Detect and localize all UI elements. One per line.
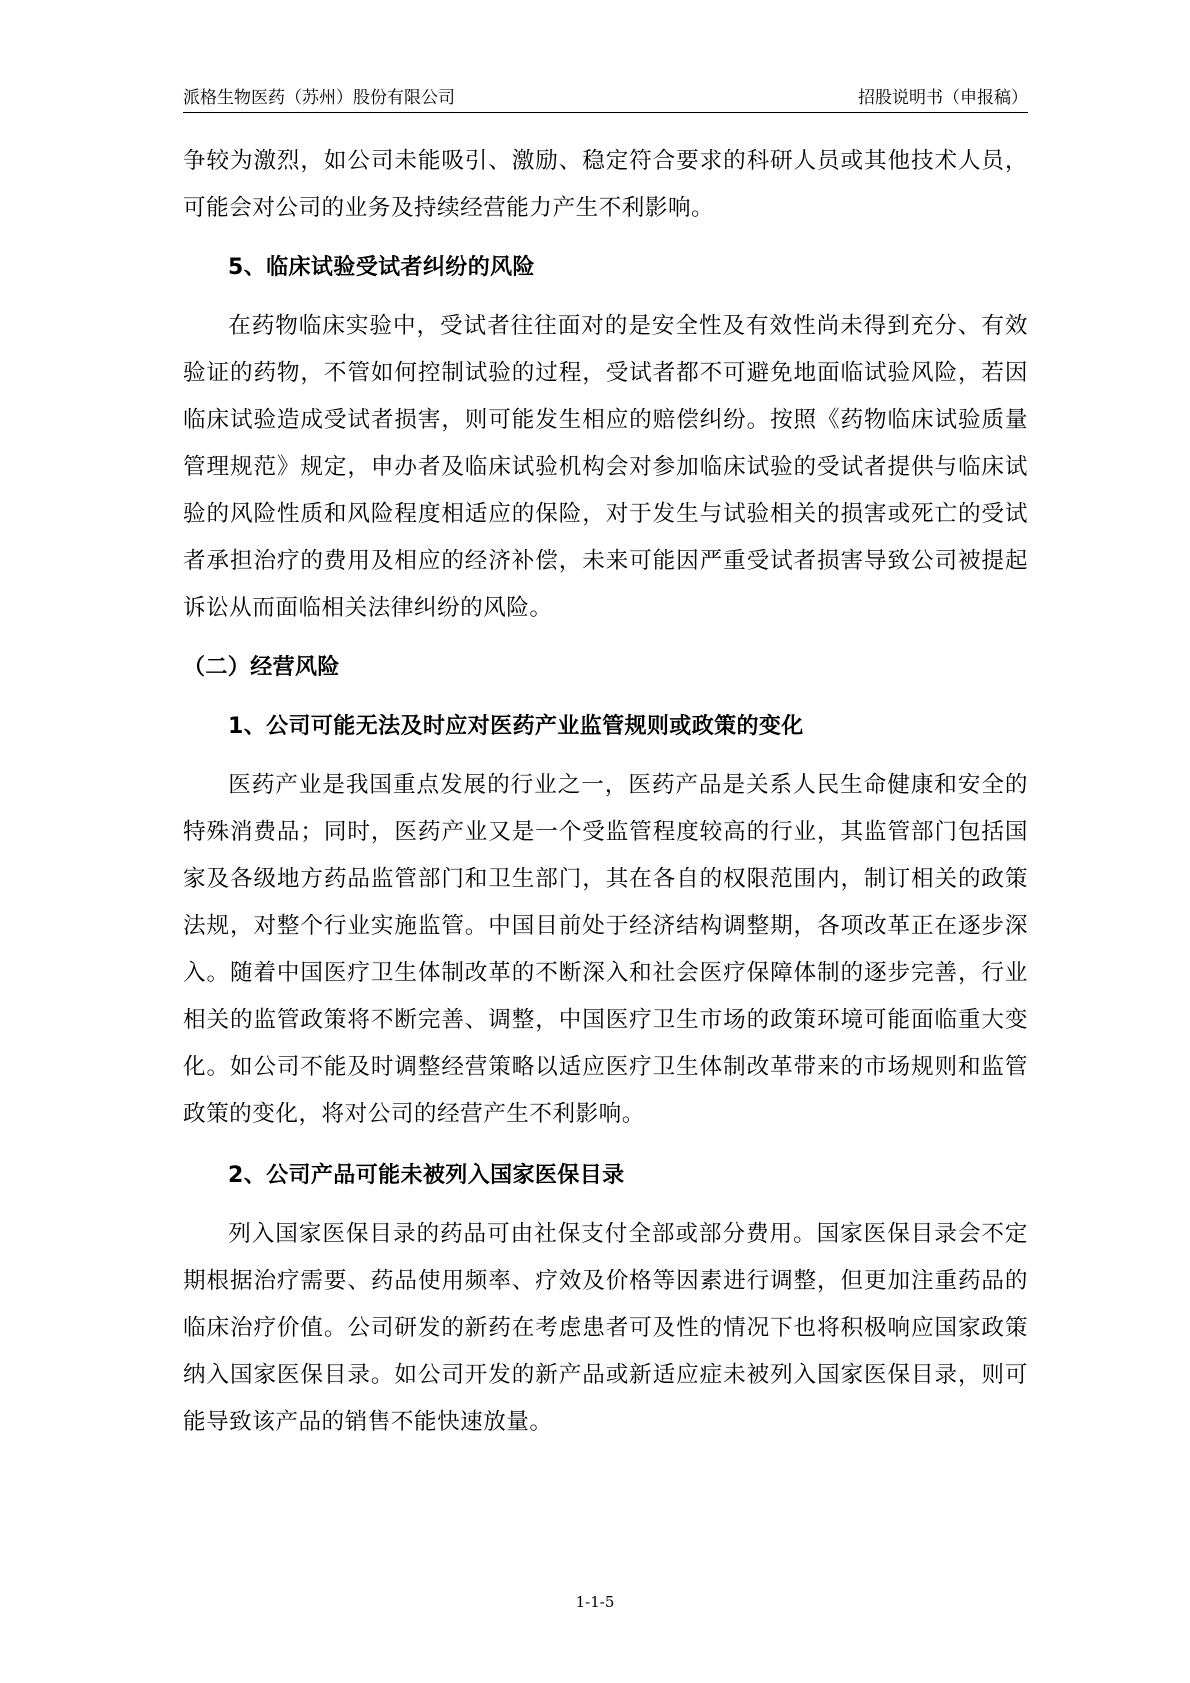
- paragraph-medical-insurance-list-risk: 列入国家医保目录的药品可由社保支付全部或部分费用。国家医保目录会不定期根据治疗需要、药品使用频率、疗效及价格等因素进行调整，但更加注重药品的临床治疗价值。公司研发的新药在考虑患者可及性的情况下也将积极响应国家政策纳入国家医保目录。如公司开发的新产品或新适应症未被列入国家医保目录，则可能导致该产品的销售不能快速放量。: [183, 1221, 1028, 1435]
- paragraph-regulatory-change-risk: 医药产业是我国重点发展的行业之一，医药产品是关系人民生命健康和安全的特殊消费品；同时，医药产业又是一个受监管程度较高的行业，其监管部门包括国家及各级地方药品监管部门和卫生部门，其在各自的权限范围内，制订相关的政策法规，对整个行业实施监管。中国目前处于经济结构调整期，各项改革正在逐步深入。随着中国医疗卫生体制改革的不断深入和社会医疗保障体制的逐步完善，行业相关的监管政策将不断完善、调整，中国医疗卫生市场的政策环境可能面临重大变化。如公司不能及时调整经营策略以适应医疗卫生体制改革带来的市场规则和监管政策的变化，将对公司的经营产生不利影响。: [183, 772, 1028, 1127]
- paragraph-continued: 争较为激烈，如公司未能吸引、激励、稳定符合要求的科研人员或其他技术人员，可能会对公司的业务及持续经营能力产生不利影响。: [183, 148, 1028, 221]
- heading-regulatory-change-risk: 1、公司可能无法及时应对医药产业监管规则或政策的变化: [228, 714, 804, 739]
- paragraph-clinical-trial-dispute-risk: 在药物临床实验中，受试者往往面对的是安全性及有效性尚未得到充分、有效验证的药物，不管如何控制试验的过程，受试者都不可避免地面临试验风险，若因临床试验造成受试者损害，则可能发生相应的赔偿纠纷。按照《药物临床试验质量管理规范》规定，申办者及临床试验机构会对参加临床试验的受试者提供与临床试验的风险性质和风险程度相适应的保险，对于发生与试验相关的损害或死亡的受试者承担治疗的费用及相应的经济补偿，未来可能因严重受试者损害导致公司被提起诉讼从而面临相关法律纠纷的风险。: [183, 313, 1028, 621]
- document-body: [183, 138, 1028, 1446]
- section-heading-operating-risk: （二）经营风险: [183, 655, 340, 680]
- header-company-name: 派格生物医药（苏州）股份有限公司: [183, 88, 455, 108]
- heading-clinical-trial-dispute-risk: 5、临床试验受试者纠纷的风险: [228, 255, 535, 280]
- page-number: 1-1-5: [575, 1593, 615, 1611]
- header-document-title: 招股说明书（申报稿）: [858, 88, 1028, 108]
- page-header: [183, 84, 1028, 113]
- heading-medical-insurance-list-risk: 2、公司产品可能未被列入国家医保目录: [228, 1163, 625, 1188]
